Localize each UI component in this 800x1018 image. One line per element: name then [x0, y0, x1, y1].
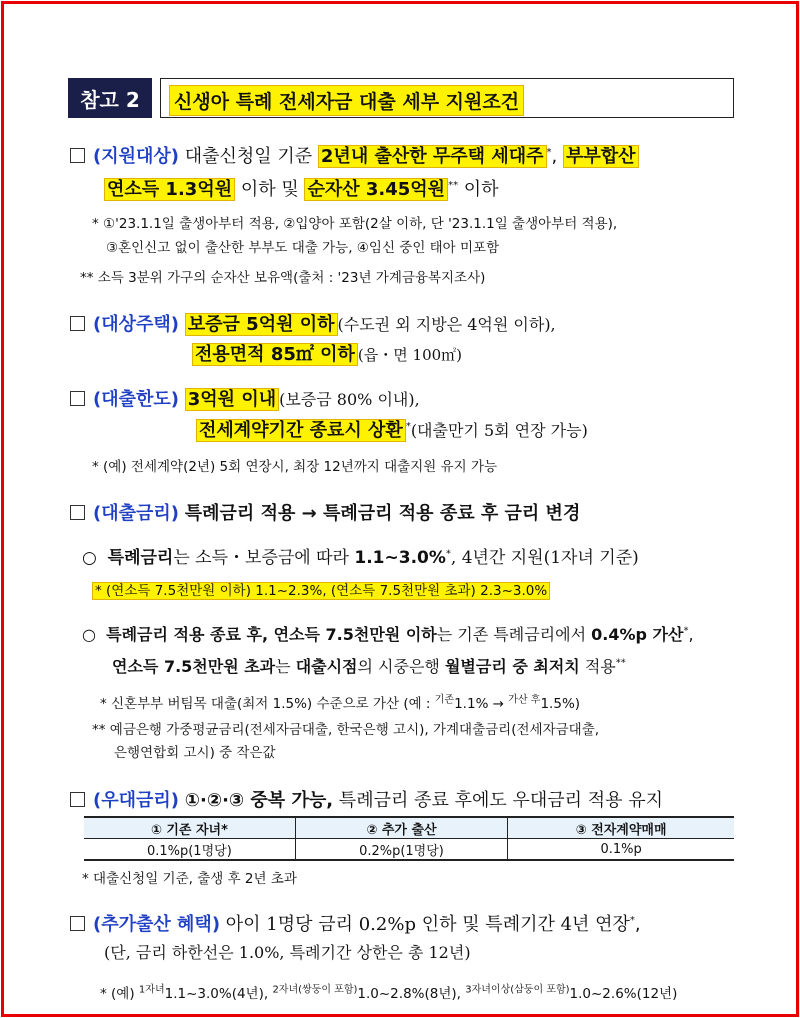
rate-b1-text: 는 소득・보증금에 따라	[173, 548, 355, 568]
target-highlight-4: 순자산 3.45억원	[304, 178, 448, 201]
rate-b2-bold-4: 월별금리 중 최저치	[444, 657, 580, 676]
rate-title: 특례금리 적용 → 특례금리 적용 종료 후 금리 변경	[184, 503, 581, 524]
extra-label: (추가출산 혜택)	[93, 914, 221, 935]
pref-label: (우대금리)	[93, 790, 180, 811]
rate-heading	[70, 499, 580, 525]
target-label: (지원대상)	[93, 146, 180, 167]
rate-b2-value: 0.4%p 가산	[591, 625, 684, 644]
limit-line-2	[196, 416, 588, 442]
target-highlight-3: 연소득 1.3억원	[104, 178, 235, 201]
rate-bullet-2-line-2	[112, 654, 626, 677]
extra-sup-1: 1자녀	[138, 984, 165, 996]
footnote-mark: *	[445, 548, 451, 560]
page-title: 신생아 특례 전세자금 대출 세부 지원조건	[169, 85, 524, 116]
rate-label: (대출금리)	[93, 503, 180, 524]
table-cell: 0.1%p	[508, 839, 734, 861]
target-text-4: 이하	[458, 179, 499, 200]
housing-line-1	[70, 310, 556, 336]
limit-note: * (예) 전세계약(2년) 5회 연장시, 최장 12년까지 대출지원 유지 가능	[92, 459, 498, 475]
target-highlight-1: 2년내 출산한 무주택 세대주	[318, 145, 547, 168]
rate-b2-text-2: 는	[275, 657, 296, 676]
table-cell: 0.1%p(1명당)	[84, 839, 295, 861]
housing-text-2: (읍・면 100㎡)	[357, 346, 463, 364]
footnote-mark: *	[546, 147, 552, 158]
pref-note: * 대출신청일 기준, 출생 후 2년 초과	[82, 871, 297, 887]
rate-b1-note	[92, 579, 550, 599]
target-text-3: 이하 및	[235, 179, 305, 200]
title-box	[160, 78, 734, 118]
rate-bullet-2: ○ 특례금리 적용 종료 후, 연소득 7.5천만원 이하는 기존 특례금리에서 0.4%p 가산*,	[82, 625, 694, 644]
rate-note-2: ** 예금은행 가중평균금리(전세자금대출, 한국은행 고시), 가계대출금리(전세자금대출,	[92, 722, 600, 738]
rate-b2-text: 는 기존 특례금리에서	[436, 625, 592, 644]
table-header: ① 기존 자녀*	[84, 817, 295, 839]
checkbox-icon	[70, 148, 85, 163]
housing-highlight-2: 전용면적 85㎡ 이하	[192, 343, 358, 366]
table-header: ③ 전자계약매매	[508, 817, 734, 839]
rate-b1-text-2: , 4년간 지원(1자녀 기준)	[450, 548, 639, 568]
checkbox-icon	[70, 792, 85, 807]
rate-b2-bold: 특례금리 적용 종료 후, 연소득 7.5천만원 이하	[106, 625, 437, 644]
checkbox-icon	[70, 916, 85, 931]
rate-note-1-value-2: 1.5%)	[540, 696, 581, 712]
footnote-mark: **	[448, 180, 459, 191]
rate-note-1-sup: 기존	[434, 694, 455, 706]
target-note-2: ** 소득 3분위 가구의 순자산 보유액(출처 : '23년 가계금융복지조사)	[80, 270, 486, 286]
rate-note-1-text: * 신혼부부 버팀목 대출(최저 1.5%) 수준으로 가산 (예 :	[100, 696, 435, 712]
limit-label: (대출한도)	[93, 389, 180, 410]
checkbox-icon	[70, 316, 85, 331]
target-note-1: * ①'23.1.1일 출생아부터 적용, ②입양아 포함(2살 이하, 단 '23.1.1일 출생아부터 적용),	[92, 216, 618, 232]
footnote-mark: *	[629, 915, 635, 926]
rate-b2-text-4: 적용	[579, 657, 616, 676]
limit-highlight-1: 3억원 이내	[185, 388, 279, 411]
checkbox-icon	[70, 391, 85, 406]
bullet-icon: ○	[82, 625, 96, 644]
extra-value-3: 1.0~2.6%(12년)	[569, 986, 678, 1002]
target-text-2: ,	[551, 146, 563, 167]
target-highlight-2: 부부합산	[563, 145, 639, 168]
rate-note-2b: 은행연합회 고시) 중 작은값	[114, 745, 276, 761]
rate-b2-bold-2: 연소득 7.5천만원 초과	[112, 657, 276, 676]
footnote-mark: *	[683, 625, 689, 637]
extra-text-1: 아이 1명당 금리 0.2%p 인하 및 특례기간 4년 연장	[220, 914, 630, 935]
checkbox-icon	[70, 505, 85, 520]
pref-text: 특례금리 종료 후에도 우대금리 적용 유지	[333, 790, 664, 811]
footnote-mark: **	[615, 657, 626, 669]
rate-b1-note-text: * (연소득 7.5천만원 이하) 1.1~2.3%, (연소득 7.5천만원 초과) 2.3~3.0%	[92, 582, 550, 600]
extra-line-1: (추가출산 혜택) 아이 1명당 금리 0.2%p 인하 및 특례기간 4년 연장*,	[70, 910, 641, 936]
extra-sup-2: 2자녀(쌍둥이 포함)	[272, 984, 358, 996]
extra-example-prefix: * (예)	[100, 986, 139, 1002]
limit-line-1	[70, 385, 420, 411]
rate-b2-text-3: 의 시중은행	[357, 657, 445, 676]
footnote-mark: *	[405, 421, 411, 432]
pref-bold: ①·②·③ 중복 가능,	[184, 790, 334, 811]
target-line-2	[104, 175, 499, 201]
extra-value-2: 1.0~2.8%(8년),	[357, 986, 466, 1002]
rate-b2-bold-3: 대출시점	[295, 657, 358, 676]
extra-example	[100, 982, 677, 1002]
table-cell: 0.2%p(1명당)	[295, 839, 507, 861]
housing-highlight-1: 보증금 5억원 이하	[185, 313, 338, 336]
limit-text-1: (보증금 80% 이내),	[279, 390, 420, 409]
target-note-1b: ③혼인신고 없이 출산한 부부도 대출 가능, ④임신 중인 태아 미포함	[106, 240, 500, 256]
extra-line-2: (단, 금리 하한선은 1.0%, 특례기간 상한은 총 12년)	[104, 943, 471, 962]
housing-line-2	[192, 340, 462, 366]
table-row	[84, 839, 734, 861]
rate-note-1	[100, 692, 580, 712]
housing-label: (대상주택)	[93, 314, 180, 335]
bullet-icon: ○	[82, 548, 97, 568]
table-header-row	[84, 817, 734, 839]
table-header: ② 추가 출산	[295, 817, 507, 839]
target-line-1	[70, 142, 639, 168]
target-text-1: 대출신청일 기준	[179, 146, 318, 167]
reference-tag: 참고 2	[68, 78, 152, 118]
limit-text-2: (대출만기 5회 연장 가능)	[410, 421, 588, 440]
housing-text-1: (수도권 외 지방은 4억원 이하),	[337, 315, 556, 334]
pref-table	[84, 816, 734, 861]
rate-note-1-sup-2: 가산 후	[508, 694, 541, 706]
pref-heading	[70, 786, 663, 812]
rate-bullet-1	[82, 543, 639, 568]
rate-b1-bold: 특례금리	[107, 548, 174, 568]
extra-value-1: 1.1~3.0%(4년),	[164, 986, 273, 1002]
rate-note-1-value: 1.1% →	[454, 696, 509, 712]
extra-sup-3: 3자녀이상(삼둥이 포함)	[465, 984, 570, 996]
rate-b1-value: 1.1~3.0%	[354, 548, 446, 568]
limit-highlight-2: 전세계약기간 종료시 상환	[196, 419, 406, 442]
